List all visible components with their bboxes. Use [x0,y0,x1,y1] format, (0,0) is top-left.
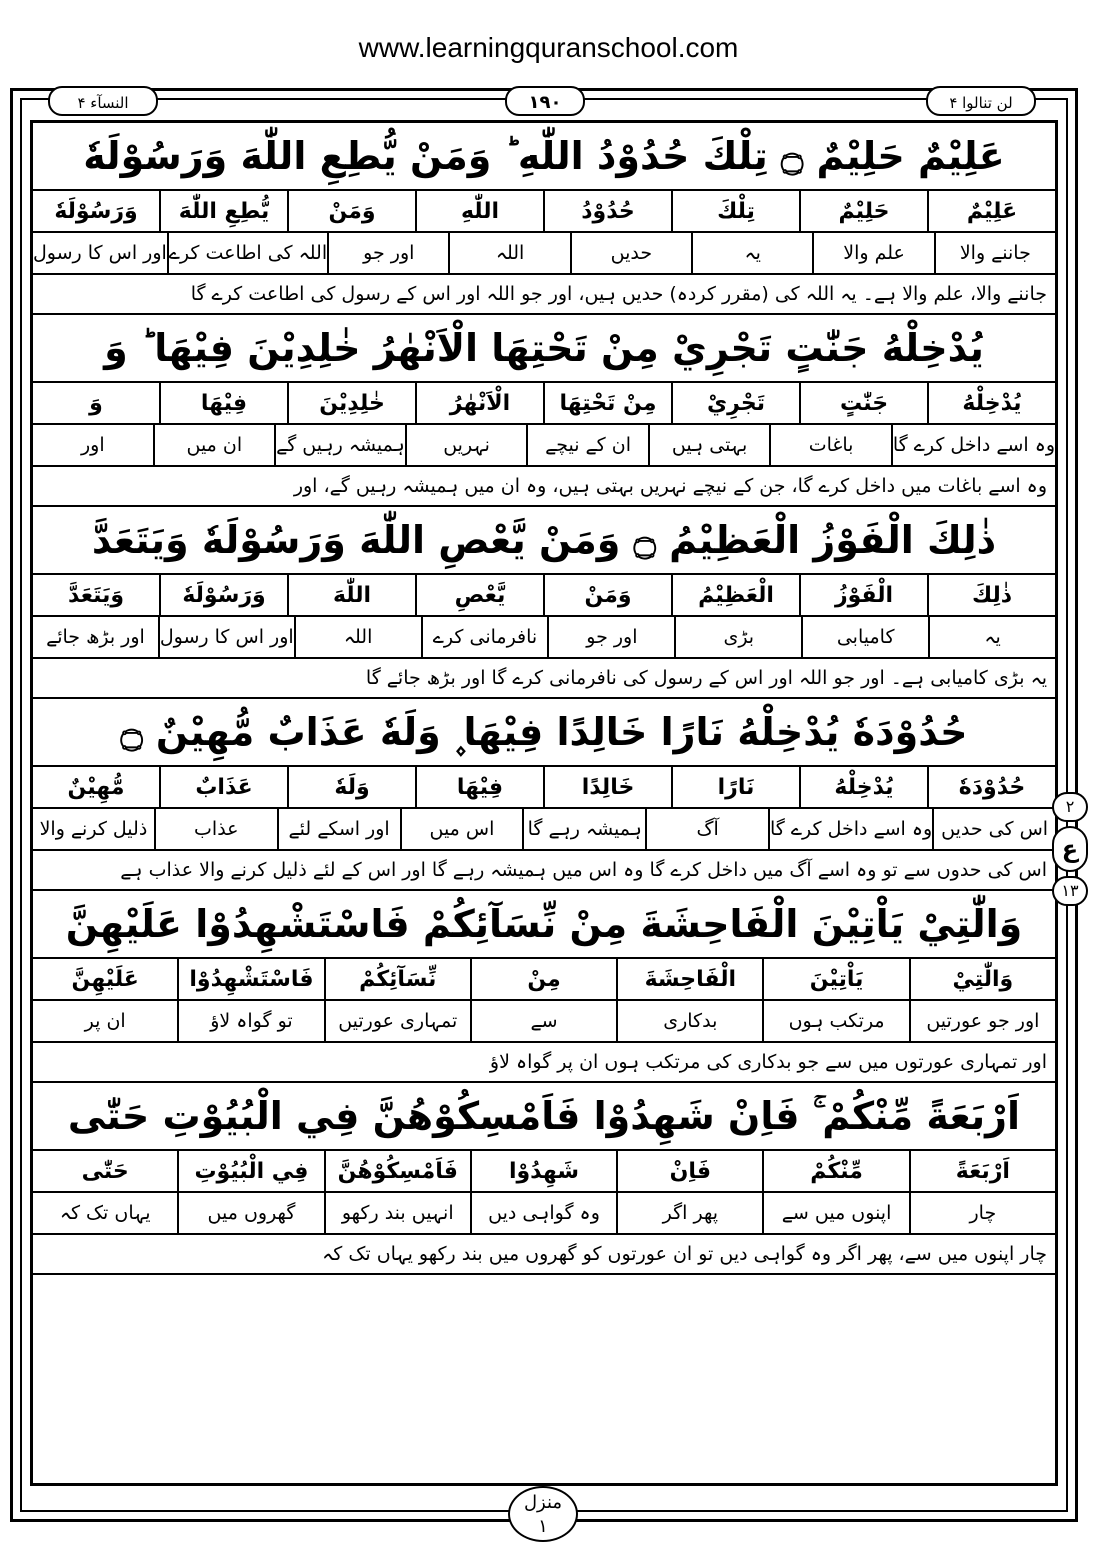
site-url[interactable]: www.learningquranschool.com [358,32,739,63]
word-cell: اللّٰهَ [287,575,415,615]
translation-line: اس کی حدوں سے تو وہ اسے آگ میں داخل کرے گا وہ اس میں ہمیشہ رہے گا اور اس کے لئے ذلیل کرنے والا عذاب ہے [33,851,1055,891]
meaning-row [33,1001,1055,1043]
word-row [33,575,1055,617]
word-cell: حُدُوْدَهٗ [927,767,1055,807]
word-row [33,959,1055,1001]
meaning-cell: وہ اسے داخل کرے گا [891,425,1055,465]
word-cell: شَهِدُوْا [470,1151,616,1191]
arabic-verse: يُدْخِلْهُ جَنّٰتٍ تَجْرِيْ مِنْ تَحْتِهَا الْاَنْهٰرُ خٰلِدِيْنَ فِيْهَا ؕ وَ [33,315,1055,383]
word-cell: وَرَسُوْلَهٗ [54,198,138,224]
word-cell: تِلْكَ [671,191,799,231]
word-cell: وَالّٰتِيْ [909,959,1055,999]
meaning-cell: ان پر [84,1010,126,1032]
verse-section [33,315,1055,507]
word-cell: ذٰلِكَ [927,575,1055,615]
meaning-cell: اور اس کا رسول [158,617,294,657]
arabic-verse: حُدُوْدَهٗ يُدْخِلْهُ نَارًا خَالِدًا فِيْهَا ۪ وَلَهٗ عَذَابٌ مُّهِيْنٌ ۝ [33,699,1055,767]
surah-label: النسآء ۴ [48,86,158,116]
word-cell: يُدْخِلْهُ [799,767,927,807]
meaning-cell: تو گواہ لاؤ [177,1001,323,1041]
meaning-cell: علم والا [812,233,933,273]
meaning-cell: ذلیل کرنے والا [39,818,148,840]
word-row [33,383,1055,425]
meaning-cell: وہ گواہی دیں [470,1193,616,1233]
word-cell: عَذَابٌ [159,767,287,807]
word-cell: وَيَتَعَدَّ [67,582,125,608]
meaning-cell: اور جو [327,233,448,273]
meaning-cell: اس کی حدیں [932,809,1055,849]
ruku-mark: ع [1052,826,1088,872]
word-cell: حَتّٰى [81,1158,129,1184]
word-cell: اَرْبَعَةً [909,1151,1055,1191]
verse-section [33,123,1055,315]
word-cell: خَالِدًا [543,767,671,807]
manzil-label: منزل [523,1492,563,1513]
word-cell: تَجْرِيْ [671,383,799,423]
word-cell: الْفَوْزُ [799,575,927,615]
word-cell: وَمَنْ [543,575,671,615]
arabic-verse: عَلِيْمٌ حَلِيْمٌ ۝ تِلْكَ حُدُوْدُ اللّٰهِ ؕ وَمَنْ يُّطِعِ اللّٰهَ وَرَسُوْلَهٗ [33,123,1055,191]
meaning-cell: یہاں تک کہ [59,1202,151,1224]
translation-line: یہ بڑی کامیابی ہے۔ اور جو اللہ اور اس کے رسول کی نافرمانی کرے گا اور بڑھ جائے گا [33,659,1055,699]
meaning-cell: جاننے والا [934,233,1055,273]
word-row [33,191,1055,233]
word-cell: فَاسْتَشْهِدُوْا [177,959,323,999]
page-content [30,120,1058,1486]
word-cell: مِنْ [470,959,616,999]
meaning-cell: اپنوں میں سے [762,1193,908,1233]
word-cell: يَاْتِيْنَ [762,959,908,999]
meaning-cell: اور اس کا رسول [33,242,167,264]
word-cell: وَمَنْ [287,191,415,231]
verse-section [33,699,1055,891]
translation-line: چار اپنوں میں سے، پھر اگر وہ گواہی دیں تو ان عورتوں کو گھروں میں بند رکھو یہاں تک کہ [33,1235,1055,1275]
verse-section [33,1083,1055,1275]
word-cell: الْاَنْهٰرُ [415,383,543,423]
verse-section [33,891,1055,1083]
verse-section [33,507,1055,699]
word-cell: وَ [89,390,103,416]
word-cell: عَلَيْهِنَّ [71,966,139,992]
word-cell: نِّسَآئِكُمْ [324,959,470,999]
meaning-cell: اور جو عورتیں [909,1001,1055,1041]
word-row [33,1151,1055,1193]
arabic-verse: وَالّٰتِيْ يَاْتِيْنَ الْفَاحِشَةَ مِنْ نِّسَآئِكُمْ فَاسْتَشْهِدُوْا عَلَيْهِنَّ [33,891,1055,959]
arabic-verse: ذٰلِكَ الْفَوْزُ الْعَظِيْمُ ۝ وَمَنْ يَّعْصِ اللّٰهَ وَرَسُوْلَهٗ وَيَتَعَدَّ [33,507,1055,575]
translation-line: وہ اسے باغات میں داخل کرے گا، جن کے نیچے نہریں بہتی ہیں، وہ ان میں ہمیشہ رہیں گے، اور [33,467,1055,507]
word-cell: الْعَظِيْمُ [671,575,799,615]
meaning-cell: ہمیشہ رہیں گے [274,425,405,465]
meaning-cell: نافرمانی کرے [421,617,548,657]
meaning-cell: یہ [691,233,812,273]
meaning-cell: ان کے نیچے [526,425,648,465]
meaning-cell: اور جو [547,617,674,657]
meaning-cell: ہمیشہ رہے گا [522,809,645,849]
meaning-row [33,617,1055,659]
meaning-cell: کامیابی [801,617,928,657]
word-cell: يُّطِعِ اللّٰهَ [159,191,287,231]
meaning-cell: ان میں [153,425,275,465]
meaning-cell: اس میں [400,809,523,849]
meaning-cell: اور بڑھ جائے [46,626,145,648]
word-cell: الْفَاحِشَةَ [616,959,762,999]
meaning-cell: سے [470,1001,616,1041]
word-cell: حَلِيْمٌ [799,191,927,231]
word-cell: مُّهِيْنٌ [67,774,125,800]
word-cell: يُدْخِلْهُ [927,383,1055,423]
word-cell: يَّعْصِ [415,575,543,615]
word-cell: فَاَمْسِكُوْهُنَّ [324,1151,470,1191]
manzil-badge [508,1486,578,1542]
meaning-cell: گھروں میں [177,1193,323,1233]
meaning-cell: اللہ [294,617,421,657]
meaning-cell: انہیں بند رکھو [324,1193,470,1233]
word-cell: فِيْهَا [415,767,543,807]
meaning-cell: اللہ کی اطاعت کرے [167,233,327,273]
para-label: لن تنالوا ۴ [926,86,1036,116]
page-number: ۱۹۰ [505,86,585,116]
meaning-cell: اللہ [448,233,569,273]
meaning-cell: عذاب [154,809,277,849]
meaning-cell: بدکاری [616,1001,762,1041]
word-cell: فِي الْبُيُوْتِ [177,1151,323,1191]
meaning-cell: بہتی ہیں [648,425,770,465]
word-cell: فَاِنْ [616,1151,762,1191]
arabic-verse: اَرْبَعَةً مِّنْكُمْ ۚ فَاِنْ شَهِدُوْا فَاَمْسِكُوْهُنَّ فِي الْبُيُوْتِ حَتّٰى [33,1083,1055,1151]
word-cell: حُدُوْدُ [543,191,671,231]
word-cell: مِّنْكُمْ [762,1151,908,1191]
meaning-cell: آگ [645,809,768,849]
meaning-cell: اور اسکے لئے [277,809,400,849]
word-cell: وَرَسُوْلَهٗ [159,575,287,615]
meaning-row [33,425,1055,467]
meaning-cell: حدیں [570,233,691,273]
word-cell: عَلِيْمٌ [927,191,1055,231]
meaning-cell: تمہاری عورتیں [324,1001,470,1041]
meaning-cell: چار [909,1193,1055,1233]
word-cell: نَارًا [671,767,799,807]
word-cell: اللّٰهِ [415,191,543,231]
word-row [33,767,1055,809]
side-mark-top: ۲ [1052,792,1088,822]
meaning-cell: پھر اگر [616,1193,762,1233]
translation-line: اور تمہاری عورتوں میں سے جو بدکاری کی مرتکب ہوں ان پر گواہ لاؤ [33,1043,1055,1083]
meaning-cell: بڑی [674,617,801,657]
meaning-row [33,1193,1055,1235]
meaning-row [33,233,1055,275]
meaning-cell: مرتکب ہوں [762,1001,908,1041]
word-cell: جَنّٰتٍ [799,383,927,423]
word-cell: وَلَهٗ [287,767,415,807]
manzil-number: ۱ [538,1516,548,1537]
meaning-cell: نہریں [405,425,527,465]
side-mark-bottom: ۱۳ [1052,876,1088,906]
meaning-row [33,809,1055,851]
meaning-cell: اور [80,434,105,456]
word-cell: خٰلِدِيْنَ [287,383,415,423]
meaning-cell: وہ اسے داخل کرے گا [768,809,932,849]
word-cell: فِيْهَا [159,383,287,423]
translation-line: جاننے والا، علم والا ہے۔ یہ اللہ کی (مقرر کردہ) حدیں ہیں، اور جو اللہ اور اس کے رسول کی اطاعت کرے گا [33,275,1055,315]
meaning-cell: یہ [928,617,1055,657]
word-cell: مِنْ تَحْتِهَا [543,383,671,423]
meaning-cell: باغات [769,425,891,465]
